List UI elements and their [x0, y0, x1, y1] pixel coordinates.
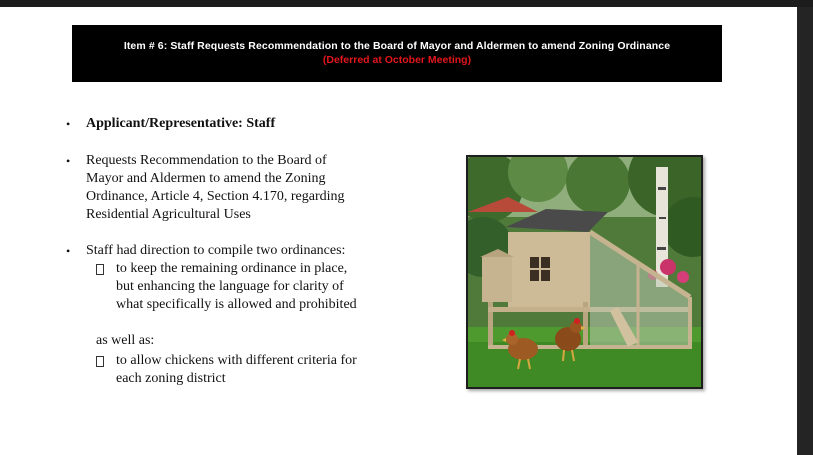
- request-text: [86, 152, 376, 224]
- title-text: Item # 6: Staff Requests Recommendation to the Board of Mayor and Aldermen to amend Zoning Ordinance: [123, 40, 671, 52]
- request-line: Mayor and Aldermen to amend the Zoning: [86, 171, 326, 186]
- sub1-line: but enhancing the language for clarity of: [116, 279, 344, 294]
- as-well-as-text: as well as:: [96, 333, 155, 348]
- chicken-coop-illustration: [468, 157, 701, 387]
- viewer-right-edge: [797, 7, 813, 455]
- bullet-dot: •: [66, 117, 71, 131]
- chicken-coop-photo: [466, 155, 703, 389]
- request-line: Requests Recommendation to the Board of: [86, 153, 327, 168]
- bullet-dot: •: [66, 244, 71, 258]
- slide-page: [0, 7, 797, 455]
- request-line: Ordinance, Article 4, Section 4.170, regarding: [86, 189, 345, 204]
- title-banner: [72, 25, 722, 82]
- checkbox-bullet-icon: [96, 356, 104, 367]
- direction-text: Staff had direction to compile two ordinances:: [86, 243, 346, 258]
- request-line: Residential Agricultural Uses: [86, 207, 251, 222]
- viewer-top-bar: [0, 0, 813, 7]
- sub2-text: [116, 352, 357, 388]
- sub2-line: to allow chickens with different criteria for: [116, 353, 357, 368]
- sub1-line: to keep the remaining ordinance in place,: [116, 261, 348, 276]
- bullet-dot: •: [66, 154, 71, 168]
- checkbox-bullet-icon: [96, 264, 104, 275]
- sub1-line: what specifically is allowed and prohibited: [116, 297, 357, 312]
- applicant-text: Applicant/Representative: Staff: [86, 116, 276, 131]
- sub2-line: each zoning district: [116, 371, 226, 386]
- sub1-text: [116, 260, 357, 314]
- deferred-note: (Deferred at October Meeting): [322, 54, 472, 66]
